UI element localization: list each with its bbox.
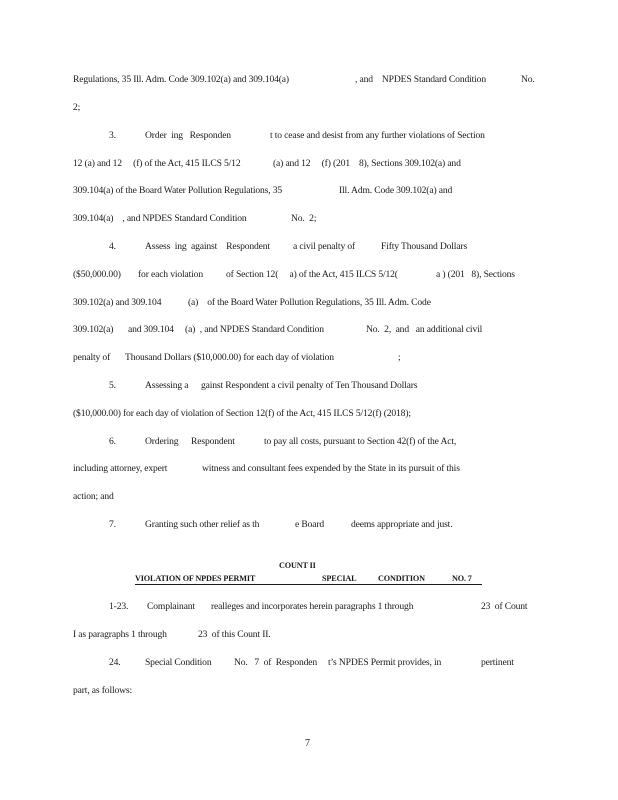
text-line: and 309.104 (a) , and NPDES Standard Condition	[128, 324, 324, 335]
text-line: 23 of this Count II.	[198, 629, 271, 640]
text-line: Granting such other relief as th	[145, 519, 260, 530]
text-line: 12 (a) and 12 (f) of the Act, 415 ILCS 5/12	[73, 158, 241, 169]
count-subheading: SPECIAL	[322, 574, 357, 583]
text-line: Respondent	[191, 436, 235, 447]
text-line: deems appropriate and just.	[351, 519, 453, 530]
paragraph-number: 1-23.	[109, 601, 129, 612]
text-line: witness and consultant fees expended by the State in its pursuit of this	[202, 463, 460, 474]
page-number: 7	[305, 738, 310, 749]
text-line: a ) (201 8), Sections	[436, 269, 515, 280]
count-subheading: NO. 7	[452, 574, 472, 583]
text-line: e Board	[295, 519, 325, 530]
text-line: of Section 12( a) of the Act, 415 ILCS 5/12(	[226, 269, 398, 280]
text-line: a civil penalty of	[293, 241, 356, 252]
text-line: pertinent	[481, 657, 514, 668]
text-line: Special Condition	[145, 657, 212, 668]
text-line: to pay all costs, pursuant to Section 42(f) of the Act,	[264, 436, 457, 447]
text-line: Ill. Adm. Code 309.102(a) and	[339, 185, 453, 196]
text-line: for each violation	[138, 269, 203, 280]
text-line: Thousand Dollars ($10,000.00) for each day of violation	[125, 352, 334, 363]
text-line: t’s NPDES Permit provides, in	[328, 657, 442, 668]
text-line: 309.104(a) , and NPDES Standard Condition	[73, 213, 247, 224]
text-line: part, as follows:	[73, 685, 132, 696]
count-heading: COUNT II	[279, 561, 316, 570]
text-line: No. 2, and an additional civil	[366, 324, 483, 335]
text-line: Fifty Thousand Dollars	[381, 241, 468, 252]
text-line: ($10,000.00) for each day of violation of Section 12(f) of the Act, 415 ILCS 5/12(f) (2018);	[73, 408, 411, 419]
text-line: Complainant	[147, 601, 195, 612]
paragraph-number: 6.	[109, 436, 116, 447]
text-line: Assess ing against Respondent	[145, 241, 270, 252]
count-subheading: CONDITION	[378, 574, 425, 583]
text-line: 2;	[73, 102, 81, 113]
paragraph-number: 7.	[109, 519, 116, 530]
text-line: 309.104(a) of the Board Water Pollution Regulations, 35	[73, 185, 283, 196]
text-line: 309.102(a)	[73, 324, 114, 335]
text-line: t to cease and desist from any further violations of Section	[270, 130, 485, 141]
text-line: , and NPDES Standard Condition	[355, 74, 486, 85]
text-line: Ordering	[145, 436, 179, 447]
text-line: 23 of Count	[481, 601, 528, 612]
text-line: action; and	[73, 491, 114, 502]
text-line: (a) and 12 (f) (201 8), Sections 309.102(a) and	[273, 158, 461, 169]
text-line: Order ing Responden	[145, 130, 231, 141]
text-line: No.	[521, 74, 535, 85]
text-line: including attorney, expert	[73, 463, 168, 474]
text-line: No. 7 of Responden	[234, 657, 318, 668]
paragraph-number: 24.	[109, 657, 121, 668]
text-line: penalty of	[73, 352, 111, 363]
text-line: Assessing a	[145, 380, 189, 391]
text-line: 309.102(a) and 309.104	[73, 297, 162, 308]
text-line: realleges and incorporates herein paragraphs 1 through	[211, 601, 414, 612]
text-line: (a) of the Board Water Pollution Regulations, 35 Ill. Adm. Code	[188, 297, 431, 308]
text-line: gainst Respondent a civil penalty of Ten Thousand Dollars	[201, 380, 418, 391]
paragraph-number: 5.	[109, 380, 116, 391]
text-line: Regulations, 35 Ill. Adm. Code 309.102(a) and 309.104(a)	[73, 74, 289, 85]
text-line: I as paragraphs 1 through	[73, 629, 167, 640]
text-line: ;	[398, 352, 401, 363]
paragraph-number: 3.	[109, 130, 116, 141]
text-line: ($50,000.00)	[73, 269, 121, 280]
count-subheading: VIOLATION OF NPDES PERMIT	[135, 574, 256, 583]
text-line: No. 2;	[291, 213, 317, 224]
paragraph-number: 4.	[109, 241, 116, 252]
heading-underline	[135, 584, 482, 585]
